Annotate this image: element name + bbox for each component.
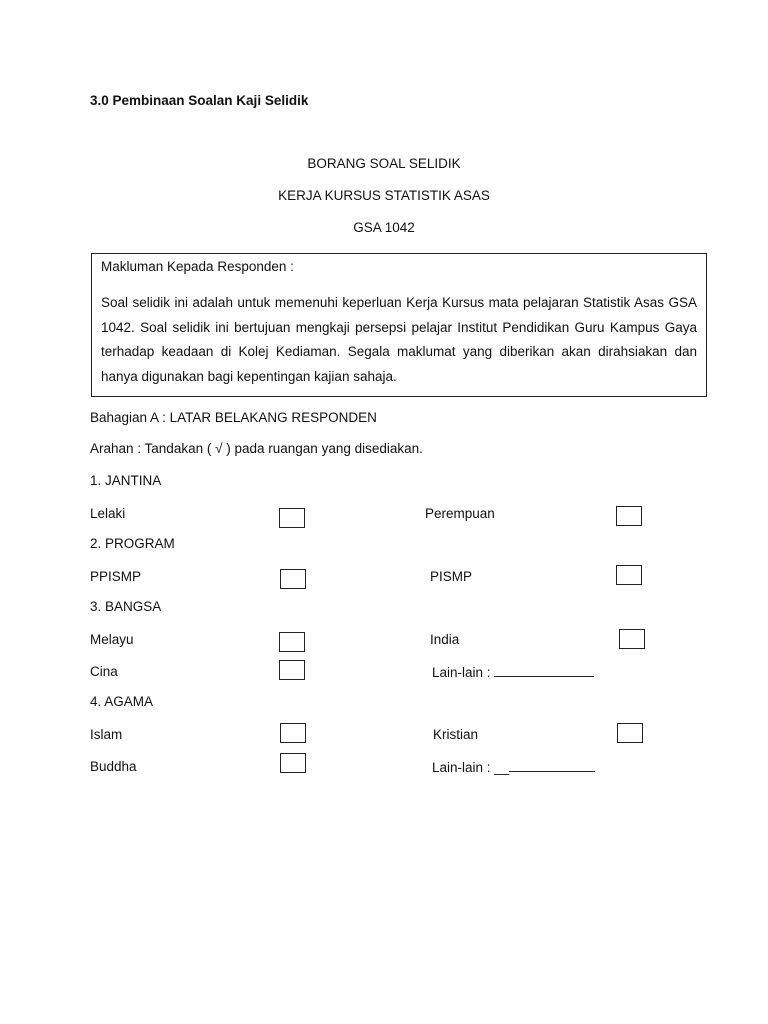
option-race-other (432, 664, 594, 680)
option-perempuan-label: Perempuan (425, 506, 495, 521)
checkbox-pismp[interactable] (616, 565, 642, 585)
form-title-line2: KERJA KURSUS STATISTIK ASAS (278, 188, 490, 203)
checkbox-perempuan[interactable] (616, 506, 642, 526)
option-lelaki-label: Lelaki (90, 506, 126, 521)
option-ppismp-label: PPISMP (90, 569, 142, 584)
option-pismp-label: PISMP (430, 569, 473, 584)
option-kristian-label: Kristian (433, 727, 479, 742)
race-other-blank[interactable] (494, 664, 594, 677)
option-melayu-label: Melayu (90, 632, 134, 647)
question-gender-label: 1. JANTINA (90, 473, 162, 488)
question-race-label: 3. BANGSA (90, 599, 162, 614)
option-india-label: India (430, 632, 460, 647)
option-islam-label: Islam (90, 727, 123, 742)
option-race-other-label: Lain-lain : (432, 665, 491, 680)
info-title: Makluman Kepada Responden : (101, 259, 294, 274)
form-title-line3: GSA 1042 (353, 220, 415, 235)
info-text: Soal selidik ini adalah untuk memenuhi keperluan Kerja Kursus mata pelajaran Statistik Asas GSA 1042. Soal selidik ini bertujuan mengkaji persepsi pelajar Institut Pendidikan Guru Kampus Gaya terhadap keadaan di Kolej Kediaman. Segala maklumat yang diberikan akan dirahsiakan dan hanya digunakan bagi kepentingan kajian sahaja. (101, 295, 697, 384)
checkbox-ppismp[interactable] (280, 569, 306, 589)
checkbox-islam[interactable] (280, 723, 306, 743)
question-religion-label: 4. AGAMA (90, 694, 154, 709)
option-buddha-label: Buddha (90, 759, 137, 774)
part-a-title: Bahagian A : LATAR BELAKANG RESPONDEN (90, 410, 377, 425)
option-religion-other (432, 759, 595, 775)
checkbox-cina[interactable] (279, 660, 305, 680)
question-program-label: 2. PROGRAM (90, 536, 175, 551)
checkbox-india[interactable] (619, 629, 645, 649)
form-title-line1: BORANG SOAL SELIDIK (307, 156, 461, 171)
option-religion-other-label: Lain-lain : __ (432, 760, 510, 775)
part-a-instruction: Arahan : Tandakan ( √ ) pada ruangan yang disediakan. (90, 441, 423, 456)
respondent-info-box (91, 253, 707, 397)
checkbox-buddha[interactable] (280, 753, 306, 773)
section-heading: 3.0 Pembinaan Soalan Kaji Selidik (90, 93, 309, 108)
option-cina-label: Cina (90, 664, 118, 679)
checkbox-lelaki[interactable] (279, 508, 305, 528)
religion-other-blank[interactable] (509, 759, 595, 772)
checkbox-melayu[interactable] (279, 632, 305, 652)
checkbox-kristian[interactable] (617, 723, 643, 743)
